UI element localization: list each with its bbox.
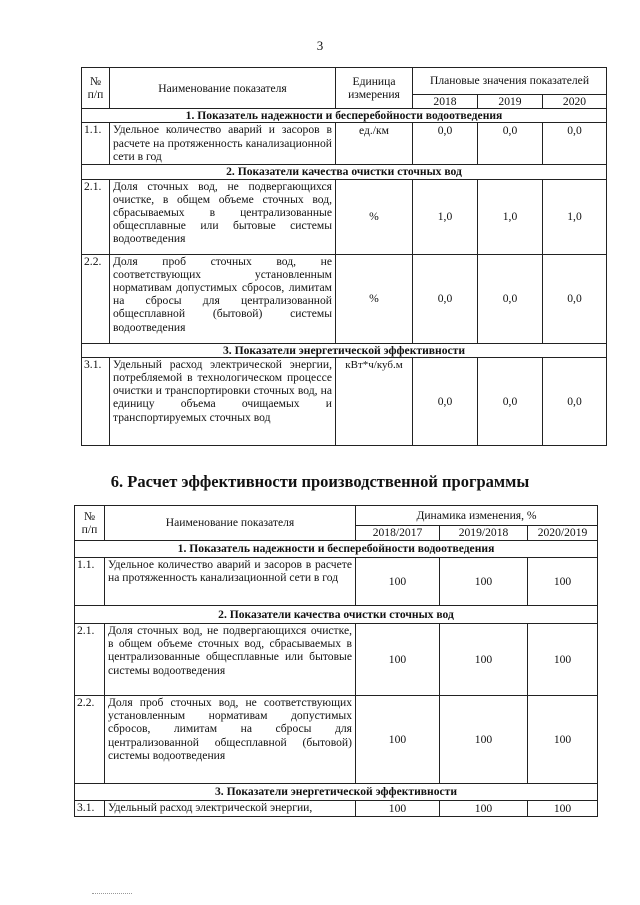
- header-dynamics: Динамика изменения, %: [356, 506, 598, 526]
- table-row: [75, 558, 598, 606]
- section-title: 1. Показатель надежности и бесперебойности водоотведения: [75, 541, 598, 558]
- row-num: 2.1.: [82, 179, 110, 254]
- header-num: № п/п: [75, 506, 105, 541]
- header-year: 2018: [413, 95, 478, 109]
- table-row: [82, 357, 607, 445]
- row-name: Удельное количество аварий и засоров в расчете на протяженность канализационной сети в год: [105, 558, 356, 606]
- row-name: Доля проб сточных вод, не соответствующих установленным нормативам допустимых сбросов, лимитам на сбросы для централизованной общесплавной (бытовой) системы водоотведения: [105, 696, 356, 784]
- row-num: 3.1.: [75, 801, 105, 817]
- row-value: 0,0: [478, 357, 543, 445]
- row-value: 100: [440, 696, 528, 784]
- page-number: 3: [316, 38, 324, 53]
- header-period: 2020/2019: [528, 526, 598, 541]
- row-value: 0,0: [543, 254, 607, 343]
- header-name: Наименование показателя: [105, 506, 356, 541]
- header-unit: Единица измерения: [336, 68, 413, 109]
- table-row: [75, 624, 598, 696]
- row-value: 100: [356, 696, 440, 784]
- row-value: 0,0: [413, 123, 478, 165]
- row-value: 0,0: [543, 123, 607, 165]
- row-value: 100: [440, 558, 528, 606]
- section-title: 1. Показатель надежности и бесперебойности водоотведения: [82, 109, 607, 123]
- header-name: Наименование показателя: [110, 68, 336, 109]
- section-heading: 6. Расчет эффективности производственной программы: [110, 472, 530, 491]
- efficiency-table: [74, 505, 598, 817]
- row-num: 3.1.: [82, 357, 110, 445]
- section-title: 2. Показатели качества очистки сточных вод: [75, 606, 598, 624]
- row-value: 1,0: [543, 179, 607, 254]
- section-title: 3. Показатели энергетической эффективности: [75, 784, 598, 801]
- header-year: 2019: [478, 95, 543, 109]
- header-planned: Плановые значения показателей: [413, 68, 607, 95]
- section-title: 3. Показатели энергетической эффективности: [82, 343, 607, 357]
- row-name: Удельный расход электрической энергии, потребляемой в технологическом процессе очистки и транспортировки сточных вод, на единицу объема очищаемых и транспортируемых сточных вод: [110, 357, 336, 445]
- table-row: [82, 123, 607, 165]
- row-unit: ед./км: [336, 123, 413, 165]
- planned-indicators-table: [81, 67, 607, 446]
- table-row: [75, 696, 598, 784]
- row-value: 100: [528, 624, 598, 696]
- row-value: 0,0: [478, 254, 543, 343]
- row-value: 100: [528, 696, 598, 784]
- row-name: Удельное количество аварий и засоров в расчете на протяженность канализационной сети в год: [110, 123, 336, 165]
- row-value: 0,0: [413, 357, 478, 445]
- header-year: 2020: [543, 95, 607, 109]
- row-value: 100: [440, 801, 528, 817]
- row-name: Доля проб сточных вод, не соответствующих установленным нормативам допустимых сбросов, лимитам на сбросы для централизованной общесплавной (бытовой) системы водоотведения: [110, 254, 336, 343]
- row-value: 100: [528, 558, 598, 606]
- table-row: [75, 801, 598, 817]
- row-value: 100: [356, 558, 440, 606]
- row-num: 2.1.: [75, 624, 105, 696]
- row-num: 1.1.: [82, 123, 110, 165]
- row-value: 100: [356, 801, 440, 817]
- row-value: 1,0: [478, 179, 543, 254]
- header-period: 2018/2017: [356, 526, 440, 541]
- header-num: № п/п: [82, 68, 110, 109]
- header-period: 2019/2018: [440, 526, 528, 541]
- row-unit: кВт*ч/куб.м: [336, 357, 413, 445]
- row-num: 2.2.: [75, 696, 105, 784]
- row-unit: %: [336, 179, 413, 254]
- row-name: Удельный расход электрической энергии,: [105, 801, 356, 817]
- row-value: 1,0: [413, 179, 478, 254]
- row-value: 100: [528, 801, 598, 817]
- table-row: [82, 179, 607, 254]
- row-num: 2.2.: [82, 254, 110, 343]
- row-num: 1.1.: [75, 558, 105, 606]
- row-value: 100: [356, 624, 440, 696]
- row-value: 0,0: [413, 254, 478, 343]
- section-title: 2. Показатели качества очистки сточных вод: [82, 165, 607, 179]
- scan-artifact: [92, 893, 132, 897]
- row-value: 0,0: [478, 123, 543, 165]
- table-row: [82, 254, 607, 343]
- row-value: 0,0: [543, 357, 607, 445]
- row-value: 100: [440, 624, 528, 696]
- row-unit: %: [336, 254, 413, 343]
- row-name: Доля сточных вод, не подвергающихся очистке, в общем объеме сточных вод, сбрасываемых в централизованные общесплавные или бытовые системы водоотведения: [105, 624, 356, 696]
- row-name: Доля сточных вод, не подвергающихся очистке, в общем объеме сточных вод, сбрасываемых в централизованные общесплавные или бытовые системы водоотведения: [110, 179, 336, 254]
